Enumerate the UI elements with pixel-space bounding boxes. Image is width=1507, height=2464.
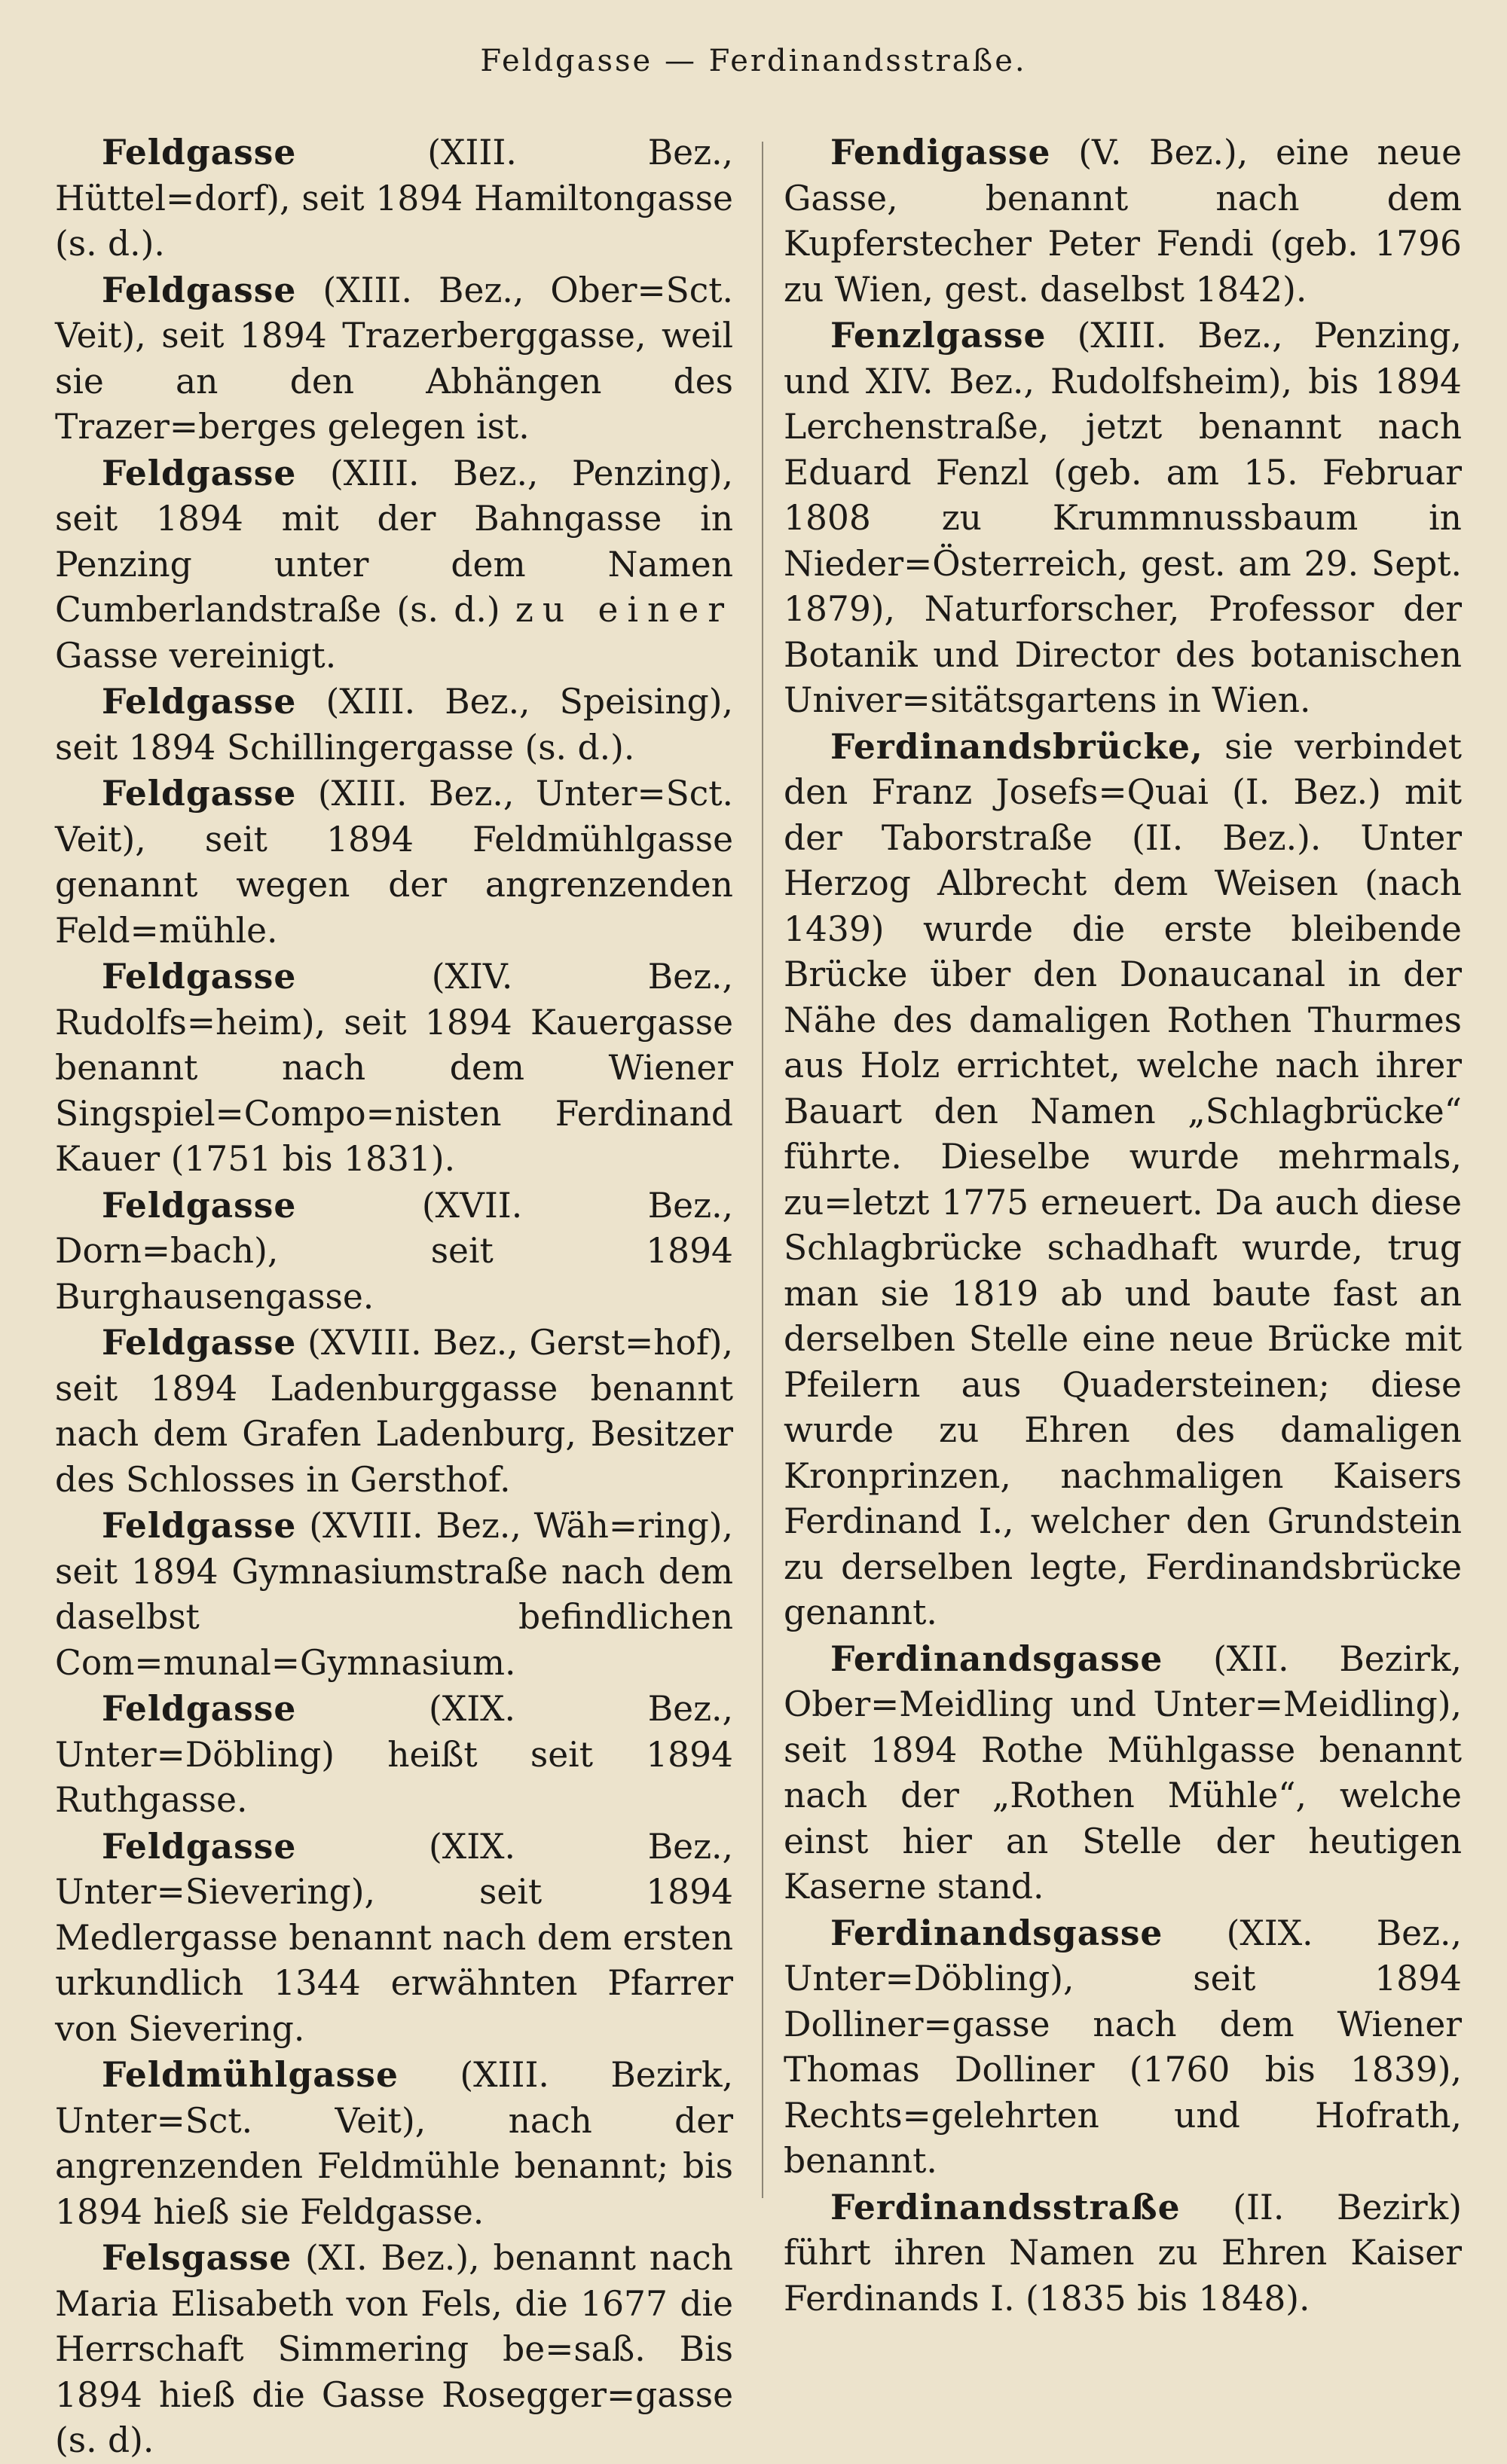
entry-feldgasse-ober-sct-veit [55, 267, 733, 450]
entry-text-after: Gasse vereinigt. [55, 635, 337, 676]
left-column [55, 130, 733, 2464]
entry-text: (XI. Bez.), benannt nach Maria Elisabeth von Fels, die 1677 die Herrschaft Simmering be=saß. Bis 1894 hieß die Gasse Rosegger=gasse (s. d). [55, 2238, 733, 2460]
entry-headword: Ferdinandsgasse [830, 1912, 1163, 1953]
entry-fendigasse [784, 130, 1462, 313]
entry-headword: Ferdinandsstraße [830, 2186, 1181, 2227]
entry-text: (XIII. Bez., Unter=Sct. Veit), seit 1894 Feldmühlgasse genannt wegen der angrenzenden Feld=mühle. [55, 774, 733, 951]
entry-feldgasse-penzing [55, 450, 733, 679]
entry-feldgasse-waehring [55, 1503, 733, 1686]
entry-ferdinandsbruecke [784, 724, 1462, 1636]
entry-headword: Feldgasse [102, 1505, 297, 1546]
entry-text: (XVIII. Bez., Wäh=ring), seit 1894 Gymnasiumstraße nach dem daselbst befindlichen Com=munal=Gymnasium. [55, 1506, 733, 1683]
entry-headword: Feldgasse [102, 132, 297, 173]
entry-text: (XIX. Bez., Unter=Döbling) heißt seit 1894 Ruthgasse. [55, 1689, 733, 1820]
entry-headword: Feldgasse [102, 773, 297, 814]
entry-text: (XIII. Bez., Hüttel=dorf), seit 1894 Hamiltongasse (s. d.). [55, 133, 733, 264]
entry-text: (XIII. Bez., Penzing, und XIV. Bez., Rudolfsheim), bis 1894 Lerchenstraße, jetzt benannt nach Eduard Fenzl (geb. am 15. Februar 1808 zu Krummnussbaum in Nieder=Österreich, gest. am 29. Sept. 1879), Naturforscher, Professor der Botanik und Director des botanischen Univer=sitätsgartens in Wien. [784, 316, 1462, 720]
right-column [784, 130, 1462, 2322]
entry-feldgasse-huetteldorf [55, 130, 733, 267]
entry-headword: Feldgasse [102, 1322, 297, 1363]
entry-feldgasse-unter-sievering [55, 1824, 733, 2053]
running-head: Feldgasse — Ferdinandsstraße. [480, 44, 1027, 78]
entry-text: (XVII. Bez., Dorn=bach), seit 1894 Burghausengasse. [55, 1185, 733, 1317]
entry-feldmuehlgasse [55, 2052, 733, 2235]
entry-headword: Ferdinandsbrücke, [830, 725, 1203, 767]
entry-text: (XIV. Bez., Rudolfs=heim), seit 1894 Kauergasse benannt nach dem Wiener Singspiel=Compo=nisten Ferdinand Kauer (1751 bis 1831). [55, 957, 733, 1179]
entry-headword: Feldgasse [102, 1825, 297, 1867]
entry-headword: Fendigasse [830, 132, 1051, 173]
entry-ferdinandsgasse-meidling [784, 1636, 1462, 1910]
entry-text: (XIX. Bez., Unter=Döbling), seit 1894 Dolliner=gasse nach dem Wiener Thomas Dolliner (1760 bis 1839), Rechts=gelehrten und Hofrath, benannt. [784, 1913, 1462, 2181]
entry-emphasis: zu einer [515, 590, 733, 630]
entry-feldgasse-dornbach [55, 1183, 733, 1321]
entry-text: (XII. Bezirk, Ober=Meidling und Unter=Meidling), seit 1894 Rothe Mühlgasse benannt nach der „Rothen Mühle“, welche einst hier an Stelle der heutigen Kaserne stand. [784, 1638, 1462, 1907]
entry-feldgasse-unter-doebling [55, 1686, 733, 1824]
entry-text: (XIX. Bez., Unter=Sievering), seit 1894 Medlergasse benannt nach dem ersten urkundlich 1344 erwähnten Pfarrer von Sievering. [55, 1826, 733, 2049]
entry-headword: Fenzlgasse [830, 315, 1047, 356]
column-divider [762, 142, 763, 2198]
entry-text: (V. Bez.), eine neue Gasse, benannt nach dem Kupferstecher Peter Fendi (geb. 1796 zu Wien, gest. daselbst 1842). [784, 133, 1462, 310]
entry-headword: Feldgasse [102, 1184, 297, 1226]
entry-headword: Feldgasse [102, 956, 297, 997]
entry-text: sie verbindet den Franz Josefs=Quai (I. Bez.) mit der Taborstraße (II. Bez.). Unter Herzog Albrecht dem Weisen (nach 1439) wurde die erste bleibende Brücke über den Donaucanal in der Nähe des damaligen Rothen Thurmes aus Holz errichtet, welche nach ihrer Bauart den Namen „Schlagbrücke“ führte. Dieselbe wurde mehrmals, zu=letzt 1775 erneuert. Da auch diese Schlagbrücke schadhaft wurde, trug man sie 1819 ab und baute fast an derselben Stelle eine neue Brücke mit Pfeilern aus Quadersteinen; diese wurde zu Ehren des damaligen Kronprinzen, nachmaligen Kaisers Ferdinand I., welcher den Grundstein zu derselben legte, Ferdinandsbrücke genannt. [784, 726, 1462, 1632]
entry-headword: Feldgasse [102, 1688, 297, 1729]
entry-fenzlgasse [784, 313, 1462, 724]
entry-headword: Feldmühlgasse [102, 2054, 399, 2095]
entry-text: (XIII. Bez., Ober=Sct. Veit), seit 1894 Trazerberggasse, weil sie an den Abhängen des Trazer=berges gelegen ist. [55, 270, 733, 447]
entry-feldgasse-gersthof [55, 1320, 733, 1503]
entry-headword: Feldgasse [102, 681, 297, 722]
entry-headword: Ferdinandsgasse [830, 1638, 1163, 1679]
entry-text: (II. Bezirk) führt ihren Namen zu Ehren Kaiser Ferdinands I. (1835 bis 1848). [784, 2187, 1462, 2319]
entry-headword: Felsgasse [102, 2237, 292, 2278]
entry-ferdinandsstrasse [784, 2185, 1462, 2322]
entry-text: (XIII. Bez., Penzing), seit 1894 mit der Bahngasse in Penzing unter dem Namen Cumberlandstraße (s. d.) [55, 453, 733, 630]
entry-text: (XVIII. Bez., Gerst=hof), seit 1894 Ladenburggasse benannt nach dem Grafen Ladenburg, Besitzer des Schlosses in Gersthof. [55, 1323, 733, 1500]
entry-feldgasse-speising [55, 679, 733, 771]
entry-ferdinandsgasse-doebling [784, 1910, 1462, 2185]
entry-feldgasse-rudolfsheim [55, 954, 733, 1183]
entry-felsgasse [55, 2235, 733, 2464]
entry-feldgasse-unter-sct-veit [55, 771, 733, 954]
entry-headword: Feldgasse [102, 452, 297, 493]
entry-headword: Feldgasse [102, 269, 297, 310]
entry-text: (XIII. Bez., Speising), seit 1894 Schillingergasse (s. d.). [55, 682, 733, 768]
entry-text: (XIII. Bezirk, Unter=Sct. Veit), nach der angrenzenden Feldmühle benannt; bis 1894 hieß sie Feldgasse. [55, 2055, 733, 2232]
